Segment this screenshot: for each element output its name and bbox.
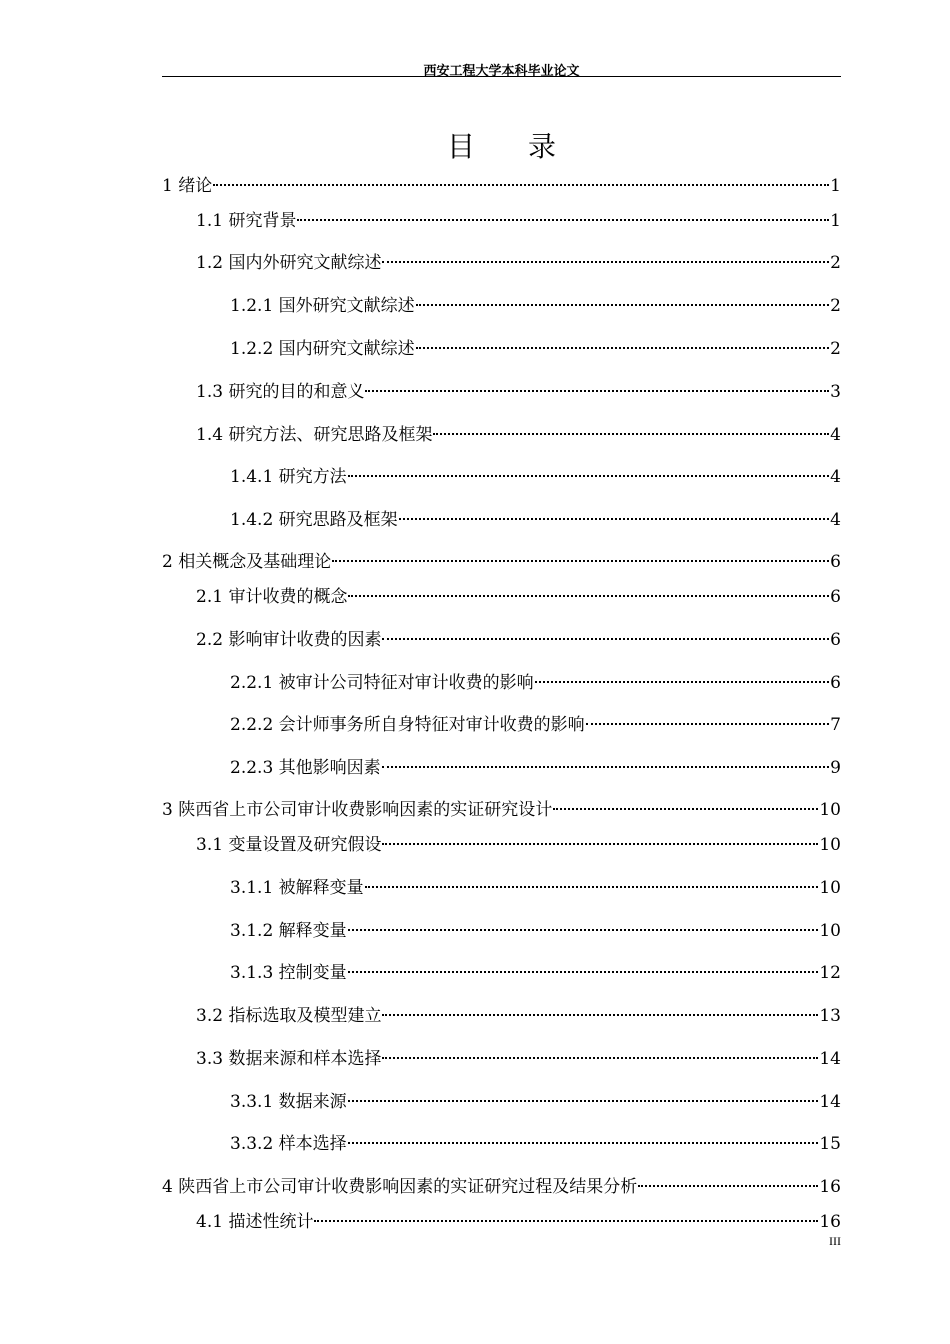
toc-entry[interactable] [196, 1042, 841, 1069]
toc-entry[interactable] [162, 1170, 841, 1197]
toc-leader-dots [382, 751, 830, 773]
toc-leader-dots [382, 999, 818, 1021]
footer-page-number: III [829, 1234, 841, 1248]
toc-entry-page: 10 [819, 835, 841, 855]
toc-entry-page: 4 [830, 510, 841, 530]
toc-entry-label: 1.2.1 国外研究文献综述 [230, 296, 415, 316]
toc-entry-page: 6 [830, 673, 841, 693]
toc-entry-page: 10 [819, 800, 841, 820]
toc-leader-dots [348, 1085, 819, 1107]
toc-entry[interactable] [196, 375, 841, 402]
toc-entry[interactable] [230, 332, 841, 359]
toc-leader-dots [348, 460, 830, 482]
toc-entry-page: 1 [830, 211, 841, 231]
toc-leader-dots [348, 580, 829, 602]
toc-leader-dots [638, 1170, 818, 1192]
toc-entry[interactable] [196, 1205, 841, 1232]
toc-entry-page: 2 [830, 296, 841, 316]
toc-entry[interactable] [196, 246, 841, 273]
toc-leader-dots [213, 169, 829, 191]
toc-entry-label: 3 陕西省上市公司审计收费影响因素的实证研究设计 [162, 800, 553, 820]
toc-entry-label: 2.2.1 被审计公司特征对审计收费的影响 [230, 673, 534, 693]
toc-leader-dots [314, 1205, 818, 1227]
toc-leader-dots [382, 246, 829, 268]
toc-entry-label: 2.2 影响审计收费的因素 [196, 630, 382, 650]
toc-entry[interactable] [196, 418, 841, 445]
toc-leader-dots [382, 828, 818, 850]
toc-entry[interactable] [230, 289, 841, 316]
toc-leader-dots [297, 204, 829, 226]
toc-entry[interactable] [162, 545, 841, 572]
toc-entry[interactable] [230, 503, 841, 530]
toc-entry-label: 1.4 研究方法、研究思路及框架 [196, 425, 433, 445]
toc-entry[interactable] [230, 956, 841, 983]
toc-leader-dots [433, 418, 829, 440]
toc-leader-dots [553, 793, 818, 815]
toc-entry[interactable] [162, 169, 841, 196]
toc-entry-label: 2 相关概念及基础理论 [162, 552, 332, 572]
toc-leader-dots [348, 1127, 819, 1149]
toc-entry-label: 1.4.1 研究方法 [230, 467, 347, 487]
toc-leader-dots [399, 503, 830, 525]
toc-entry-page: 2 [830, 339, 841, 359]
toc-title: 目 录 [447, 130, 578, 163]
toc-leader-dots [365, 871, 819, 893]
toc-entry[interactable] [196, 623, 841, 650]
toc-entry-label: 2.1 审计收费的概念 [196, 587, 348, 607]
toc-entry[interactable] [196, 580, 841, 607]
toc-entry[interactable] [230, 871, 841, 898]
toc-entry-page: 3 [830, 382, 841, 402]
toc-entry-label: 1.1 研究背景 [196, 211, 297, 231]
toc-entry-label: 4.1 描述性统计 [196, 1212, 314, 1232]
toc-entry-page: 16 [819, 1212, 841, 1232]
toc-leader-dots [416, 289, 830, 311]
header-rule [162, 76, 841, 77]
toc-entry-page: 2 [830, 253, 841, 273]
toc-entry-page: 10 [819, 878, 841, 898]
toc-entry-page: 7 [830, 715, 841, 735]
toc-leader-dots [348, 956, 819, 978]
toc-entry[interactable] [230, 460, 841, 487]
toc-entry[interactable] [196, 204, 841, 231]
toc-entry[interactable] [196, 999, 841, 1026]
toc-entry-label: 3.3.2 样本选择 [230, 1134, 347, 1154]
toc-leader-dots [365, 375, 829, 397]
toc-entry-page: 6 [830, 587, 841, 607]
toc-entry-page: 6 [830, 552, 841, 572]
toc-entry-label: 2.2.2 会计师事务所自身特征对审计收费的影响 [230, 715, 585, 735]
toc-entry[interactable] [230, 1127, 841, 1154]
toc-entry[interactable] [230, 666, 841, 693]
toc-entry-label: 3.3.1 数据来源 [230, 1092, 347, 1112]
toc-entry-label: 3.2 指标选取及模型建立 [196, 1006, 382, 1026]
toc-entry-label: 3.3 数据来源和样本选择 [196, 1049, 382, 1069]
toc-entry[interactable] [196, 828, 841, 855]
toc-entry-label: 1.2.2 国内研究文献综述 [230, 339, 415, 359]
toc-entry-page: 6 [830, 630, 841, 650]
toc-leader-dots [586, 708, 830, 730]
toc-entry-label: 3.1.3 控制变量 [230, 963, 347, 983]
toc-entry-page: 12 [819, 963, 841, 983]
toc-leader-dots [382, 1042, 818, 1064]
toc-entry[interactable] [162, 793, 841, 820]
toc-entry-label: 3.1.2 解释变量 [230, 921, 347, 941]
toc-entry-page: 1 [830, 176, 841, 196]
toc-leader-dots [348, 914, 819, 936]
toc-entry-label: 4 陕西省上市公司审计收费影响因素的实证研究过程及结果分析 [162, 1177, 638, 1197]
header-title: 西安工程大学本科毕业论文 [423, 64, 580, 79]
toc-entry-page: 15 [819, 1134, 841, 1154]
toc-entry-page: 14 [819, 1049, 841, 1069]
toc-entry-label: 3.1.1 被解释变量 [230, 878, 364, 898]
toc-entry-label: 1.2 国内外研究文献综述 [196, 253, 382, 273]
toc-entry-page: 4 [830, 425, 841, 445]
toc-entry-label: 1.3 研究的目的和意义 [196, 382, 365, 402]
toc-entry[interactable] [230, 708, 841, 735]
toc-entry[interactable] [230, 914, 841, 941]
toc-entry-label: 1 绪论 [162, 176, 213, 196]
toc-entry-label: 1.4.2 研究思路及框架 [230, 510, 398, 530]
toc-entry-page: 16 [819, 1177, 841, 1197]
toc-entry[interactable] [230, 751, 841, 778]
toc-entry-page: 9 [830, 758, 841, 778]
toc-leader-dots [382, 623, 829, 645]
toc-leader-dots [416, 332, 830, 354]
toc-leader-dots [535, 666, 830, 688]
toc-entry-page: 10 [819, 921, 841, 941]
toc-entry-page: 14 [819, 1092, 841, 1112]
toc-entry[interactable] [230, 1085, 841, 1112]
toc-entry-label: 3.1 变量设置及研究假设 [196, 835, 382, 855]
toc-leader-dots [332, 545, 829, 567]
toc-entry-label: 2.2.3 其他影响因素 [230, 758, 381, 778]
toc-entry-page: 4 [830, 467, 841, 487]
toc-entry-page: 13 [819, 1006, 841, 1026]
